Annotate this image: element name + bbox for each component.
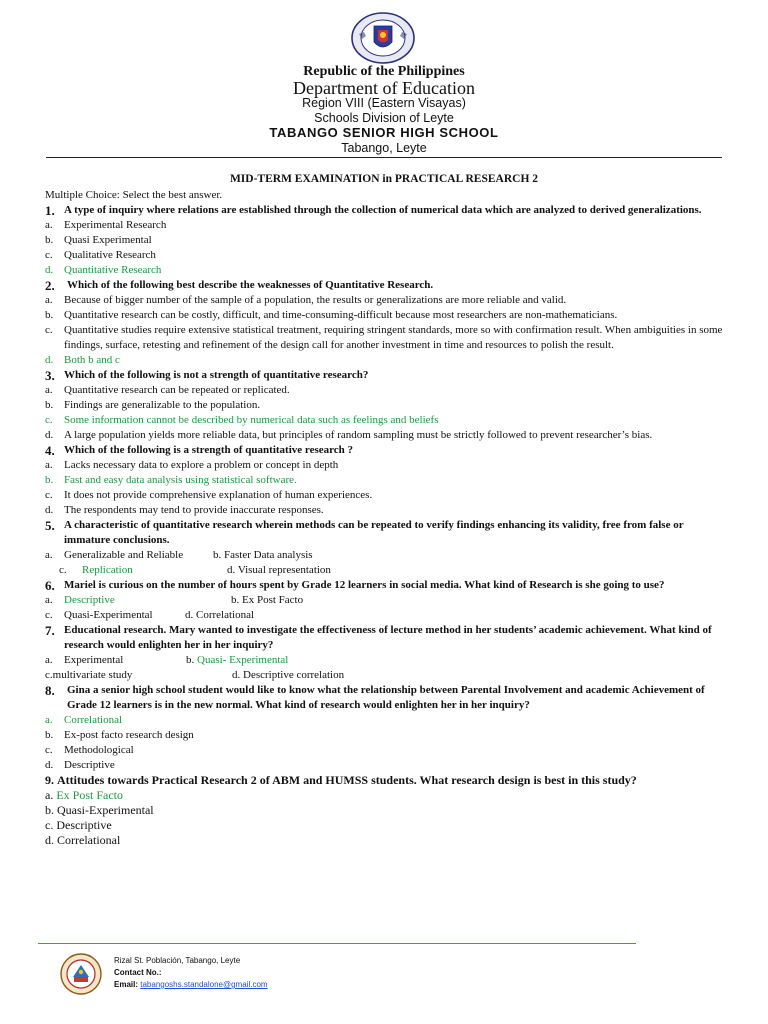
option-letter: b. (45, 803, 54, 817)
option-letter: d. (45, 429, 54, 441)
option-answer (45, 713, 725, 728)
option-letter: b. (186, 654, 195, 666)
option (45, 293, 725, 308)
option-answer (45, 413, 725, 428)
question-text: Which of the following best describe the weaknesses of Quantitative Research. (67, 279, 434, 291)
option-letter: b. (45, 729, 54, 741)
option-answer (45, 788, 725, 803)
option-text: Descriptive (56, 818, 112, 832)
option-letter: d. (45, 759, 54, 771)
option-letter: a. (45, 594, 53, 606)
option-row (45, 653, 725, 668)
option (45, 308, 725, 323)
option-letter: d. (45, 264, 54, 276)
option-row (45, 548, 725, 563)
option-text: Lacks necessary data to explore a problem or concept in depth (64, 459, 339, 471)
option-text: A large population yields more reliable data, but principles of random sampling must be strictly followed to prevent researcher’s bias. (64, 429, 653, 441)
option-answer: Descriptive (64, 594, 115, 606)
question-number: 1. (45, 203, 55, 218)
option (45, 383, 725, 398)
question-text: Which of the following is not a strength of quantitative research? (64, 369, 369, 381)
option-row (45, 563, 725, 578)
option-letter: c. (45, 609, 53, 621)
option-letter: d. (45, 354, 54, 366)
option (45, 248, 725, 263)
option-letter: a. (45, 788, 54, 802)
option-letter: c. (45, 669, 53, 681)
footer-contact-label: Contact No.: (114, 968, 162, 977)
header-school: TABANGO SENIOR HIGH SCHOOL (269, 125, 499, 140)
question-number: 2. (45, 278, 55, 293)
option-letter: c. (45, 744, 53, 756)
header-republic: Republic of the Philippines (303, 64, 465, 79)
option-text: It does not provide comprehensive explanation of human experiences. (64, 489, 373, 501)
option-letter: c. (45, 414, 53, 426)
option-text: Generalizable and Reliable (64, 549, 184, 561)
option (45, 503, 725, 518)
option-row (45, 593, 725, 608)
question-text: A type of inquiry where relations are established through the collection of numerical data which are analyzed to derived generalizations. (64, 204, 702, 216)
option-text: The respondents may tend to provide inaccurate responses. (64, 504, 324, 516)
option-text: Quantitative Research (64, 264, 162, 276)
question-5 (45, 518, 725, 548)
header-department: Department of Education (293, 78, 475, 98)
option (45, 233, 725, 248)
header-location: Tabango, Leyte (341, 141, 427, 155)
option-letter: a. (45, 549, 53, 561)
option (45, 818, 725, 833)
question-text: Attitudes towards Practical Research 2 of ABM and HUMSS students. What research design is best in this study? (57, 773, 637, 787)
option-letter: d. (45, 833, 54, 847)
option-text: Ex Post Facto (242, 594, 304, 606)
option-letter: b. (45, 234, 54, 246)
option-text: Quasi-Experimental (57, 803, 154, 817)
option-answer (45, 473, 725, 488)
question-7 (45, 623, 725, 653)
exam-title: MID-TERM EXAMINATION in PRACTICAL RESEARCH 2 (229, 173, 539, 185)
option-letter: a. (45, 714, 53, 726)
option (45, 218, 725, 233)
question-4 (45, 443, 725, 458)
exam-body (45, 188, 725, 848)
question-9 (45, 773, 725, 788)
footer-email-label: Email: (114, 980, 139, 989)
option (45, 458, 725, 473)
option-letter: a. (45, 654, 53, 666)
header-division: Schools Division of Leyte (314, 111, 454, 125)
question-text: Mariel is curious on the number of hours spent by Grade 12 learners in social media. What kind of Research is she going to use? (64, 579, 665, 591)
question-3 (45, 368, 725, 383)
option-text: Experimental (64, 654, 124, 666)
option-text: Correlational (196, 609, 255, 621)
question-2 (45, 278, 725, 293)
option (45, 833, 725, 848)
option-letter: c. (59, 564, 67, 576)
option-answer (45, 263, 725, 278)
option-letter: b. (231, 594, 240, 606)
question-number: 9. (45, 773, 54, 787)
option-answer: Quasi- Experimental (197, 654, 289, 666)
question-number: 3. (45, 368, 55, 383)
footer (114, 955, 268, 991)
question-8 (45, 683, 725, 713)
option-letter: c. (45, 249, 53, 261)
option (45, 428, 725, 443)
option-letter: b. (213, 549, 222, 561)
school-seal-logo (60, 953, 102, 995)
footer-divider (38, 943, 636, 944)
option-text: Findings are generalizable to the population. (64, 399, 261, 411)
option-text: multivariate study (52, 669, 133, 681)
header-region: Region VIII (Eastern Visayas) (302, 96, 466, 110)
question-text: Educational research. Mary wanted to investigate the effectiveness of lecture method in her students’ academic achievement. What kind of research would enlighten her in her inquiry? (64, 624, 712, 651)
question-6 (45, 578, 725, 593)
option (45, 488, 725, 503)
option (45, 803, 725, 818)
option (45, 728, 725, 743)
option-letter: c. (45, 324, 53, 336)
footer-address: Rizal St. Población, Tabango, Leyte (114, 956, 241, 965)
option-answer (45, 353, 725, 368)
option-text: Quantitative research can be costly, difficult, and time-consuming-difficult because most researchers are non-mathematicians. (64, 309, 618, 321)
option-letter: b. (45, 309, 54, 321)
option-letter: d. (232, 669, 241, 681)
option (45, 758, 725, 773)
option-text: Fast and easy data analysis using statistical software. (64, 474, 297, 486)
option (45, 743, 725, 758)
question-text: Which of the following is a strength of quantitative research ? (64, 444, 354, 456)
option-row (45, 668, 725, 683)
option (45, 398, 725, 413)
option (45, 323, 725, 353)
option-row (45, 608, 725, 623)
option-text: Methodological (64, 744, 134, 756)
option-answer: Replication (82, 564, 133, 576)
question-number: 7. (45, 623, 55, 638)
option-text: Correlational (57, 833, 121, 847)
option-text: Qualitative Research (64, 249, 156, 261)
option-text: Quantitative research can be repeated or replicated. (64, 384, 290, 396)
option-text: Faster Data analysis (224, 549, 313, 561)
footer-email-link[interactable]: tabangoshs.standalone@gmail.com (140, 980, 268, 989)
option-letter: a. (45, 294, 53, 306)
option-letter: d. (45, 504, 54, 516)
question-number: 4. (45, 443, 55, 458)
option-text: Both b and c (64, 354, 120, 366)
question-1 (45, 203, 725, 218)
option-letter: d. (227, 564, 236, 576)
option-letter: c. (45, 818, 54, 832)
option-text: Quasi-Experimental (64, 609, 153, 621)
option-letter: c. (45, 489, 53, 501)
option-text: Experimental Research (64, 219, 167, 231)
option-text: Quantitative studies require extensive statistical treatment, requiring stringent standards, more so with confirmation result. When ambiguities in some findings, surface, retesting and refinement of the design call for another investment in time and resources to polish the result. (64, 324, 723, 351)
question-number: 6. (45, 578, 55, 593)
question-number: 5. (45, 518, 55, 533)
option-text: Some information cannot be described by numerical data such as feelings and beliefs (64, 414, 439, 426)
option-text: Quasi Experimental (64, 234, 152, 246)
option-text: Descriptive correlation (243, 669, 345, 681)
option-text: Ex Post Facto (56, 788, 123, 802)
option-text: Because of bigger number of the sample of a population, the results or generalizations are more reliable and valid. (64, 294, 567, 306)
option-text: Visual representation (237, 564, 331, 576)
option-text: Ex-post facto research design (64, 729, 194, 741)
option-letter: b. (45, 399, 54, 411)
option-letter: b. (45, 474, 54, 486)
question-text: Gina a senior high school student would like to know what the relationship between Parental Involvement and academic Achievement of Grade 12 learners is in the new normal. What kind of research would enlighten her in her inquiry? (67, 684, 705, 711)
option-letter: a. (45, 459, 53, 471)
instructions: Multiple Choice: Select the best answer. (45, 189, 223, 201)
header-divider (46, 157, 722, 158)
option-letter: a. (45, 219, 53, 231)
option-text: Descriptive (64, 759, 115, 771)
question-number: 8. (45, 683, 55, 698)
deped-seal-logo (350, 12, 416, 64)
option-letter: d. (185, 609, 194, 621)
question-text: A characteristic of quantitative research wherein methods can be repeated to verify findings enhancing its validity, free from false or immature conclusions. (64, 519, 684, 546)
option-letter: a. (45, 384, 53, 396)
option-text: Correlational (64, 714, 123, 726)
